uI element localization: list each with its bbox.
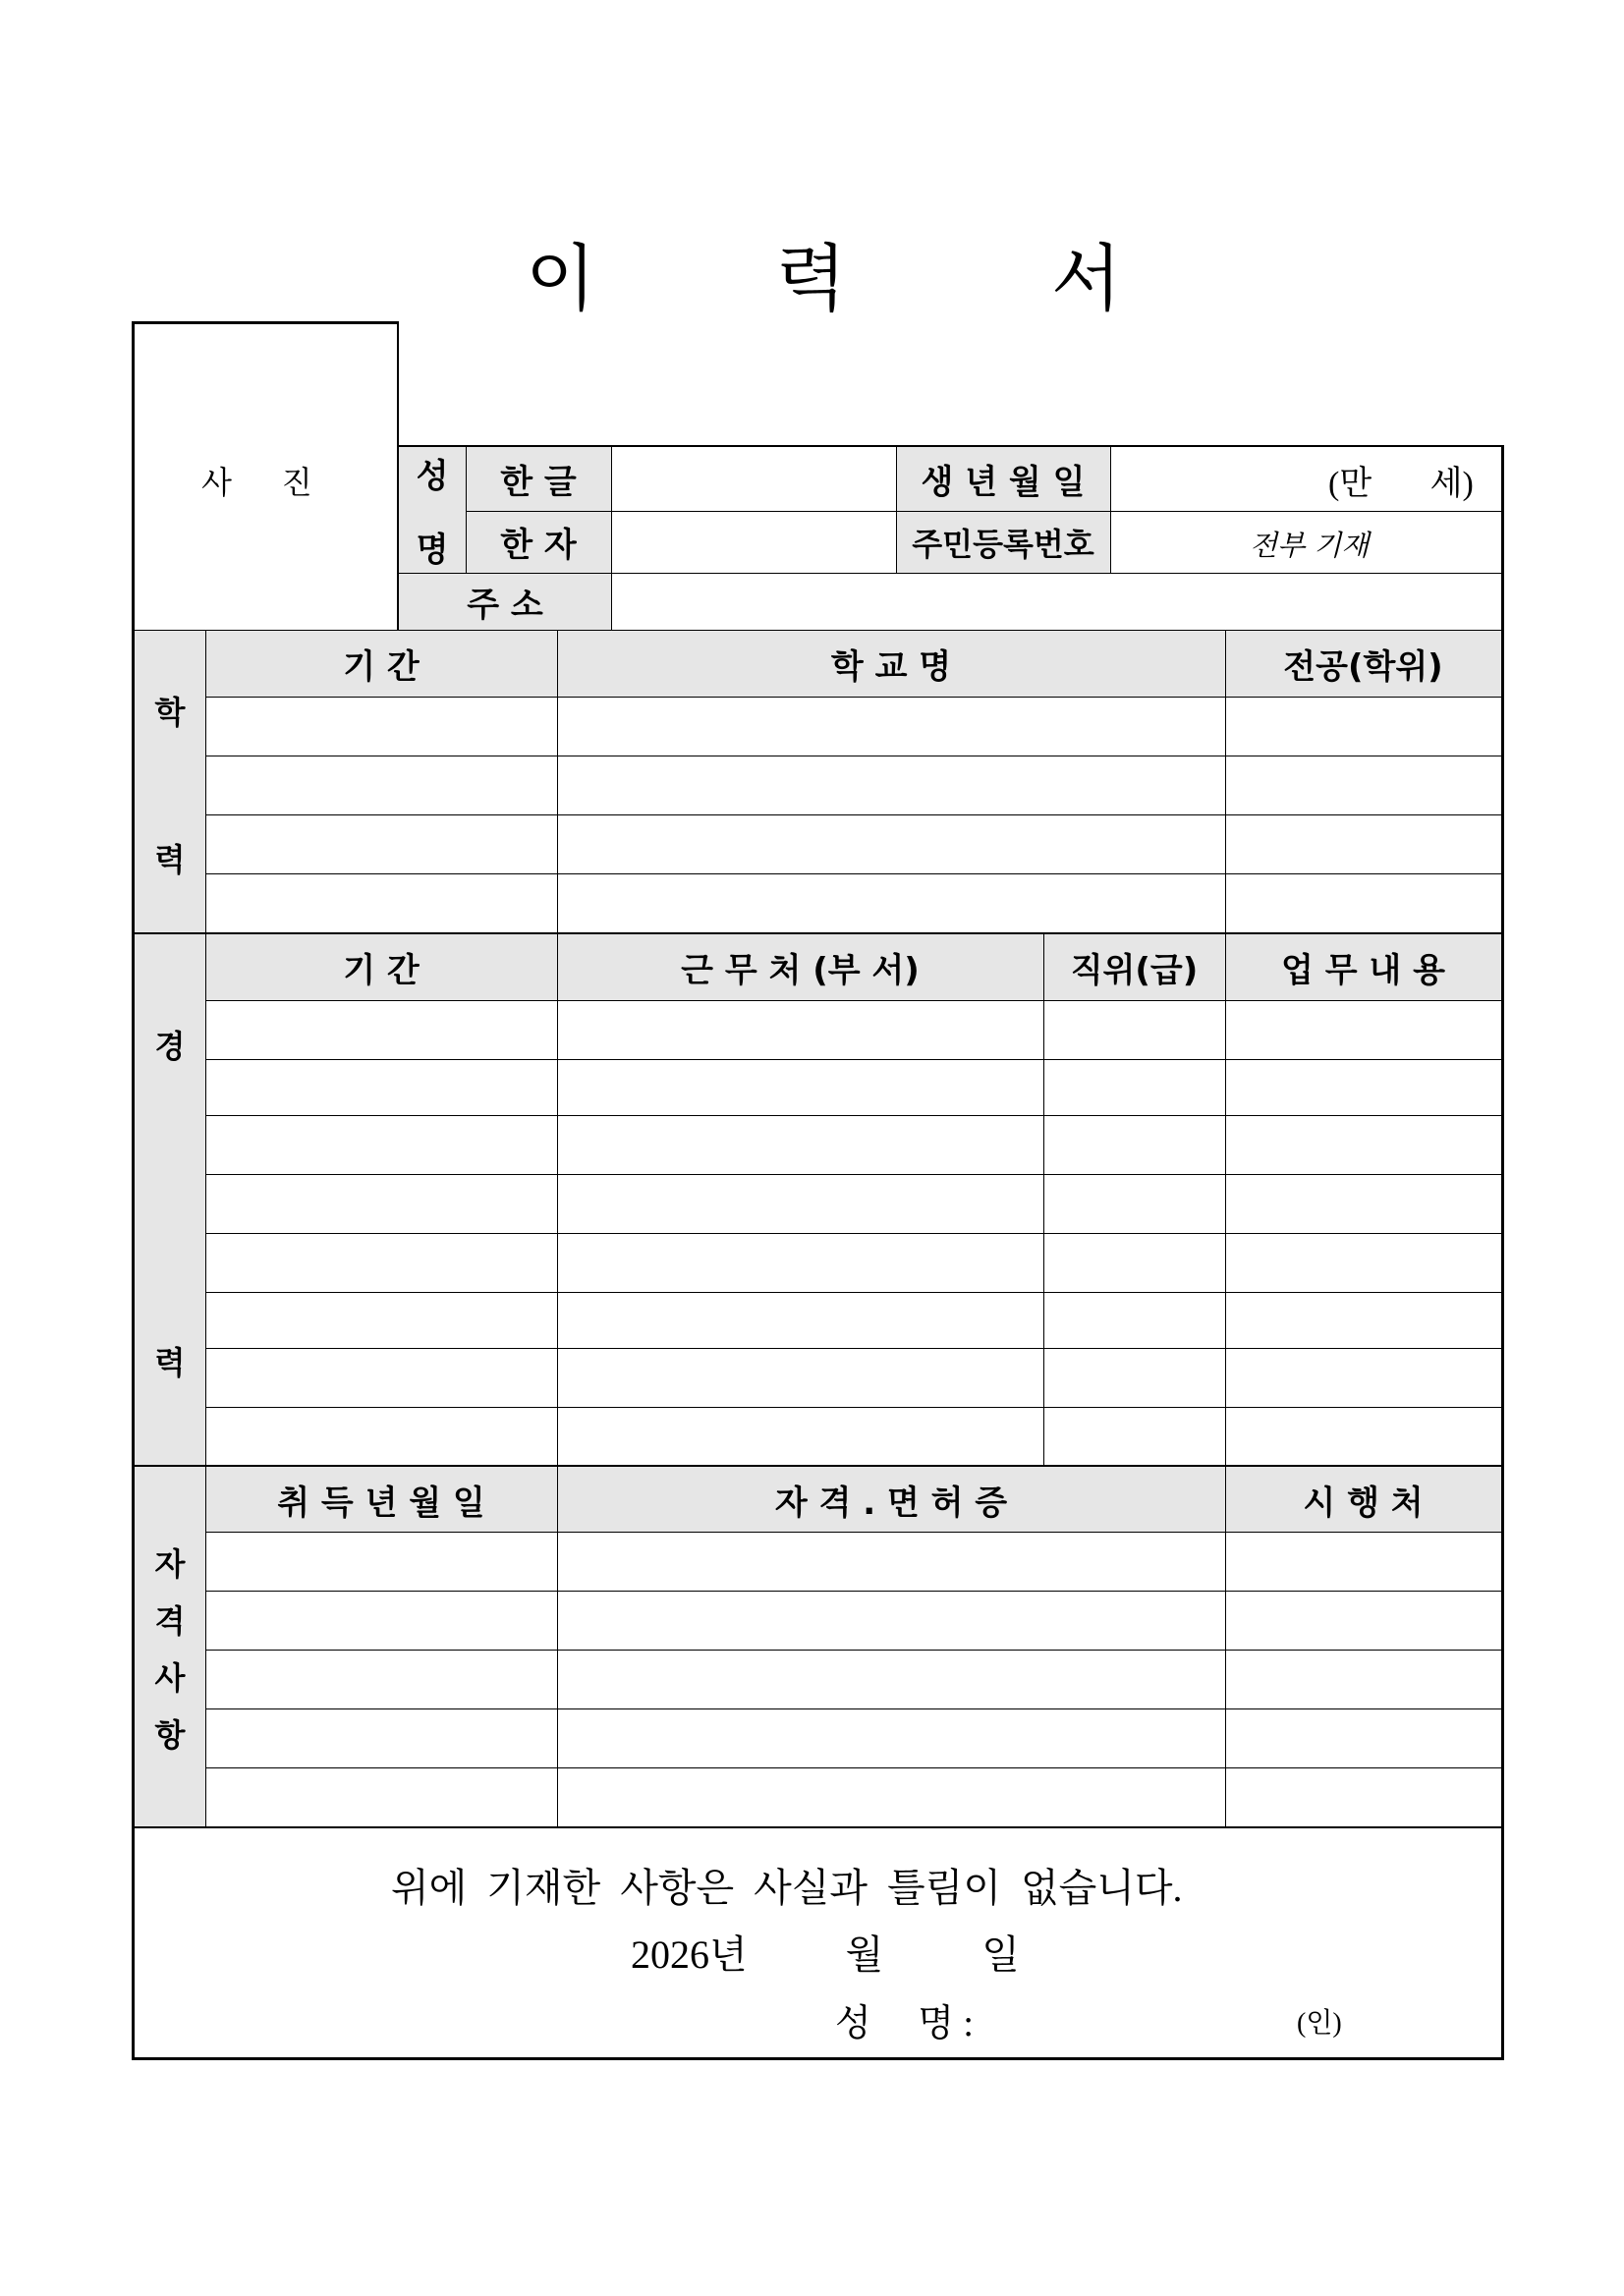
- name-korean-label: 한 글: [466, 447, 611, 511]
- license-header-date: 취 득 년 월 일: [205, 1467, 557, 1532]
- title-char-1: 이: [526, 237, 596, 321]
- career-header-period: 기 간: [205, 934, 557, 1000]
- title-char-3: 서: [1051, 237, 1122, 321]
- career-side-char-2: 력: [154, 1344, 186, 1381]
- birth-age-text: (만 세): [1328, 466, 1474, 502]
- signature-field[interactable]: [1022, 1987, 1297, 2036]
- name-hanja-label: 한 자: [466, 511, 611, 573]
- license-row-1[interactable]: [207, 1534, 1500, 1589]
- license-header-name: 자 격 . 면 허 증: [557, 1467, 1225, 1532]
- declaration-statement: 위에 기재한 사항은 사실과 틀림이 없습니다.: [391, 1866, 1183, 1910]
- rrn-note: 전부 기재: [1250, 529, 1370, 562]
- address-field[interactable]: [611, 573, 1501, 630]
- career-row-6[interactable]: [207, 1294, 1500, 1346]
- education-side-char-1: 학: [154, 694, 186, 731]
- photo-label: 사 진: [201, 464, 312, 501]
- birth-label: 생 년 월 일: [896, 447, 1110, 511]
- career-header-workplace: 근 무 처 (부 서): [557, 934, 1043, 1000]
- education-header-school: 학 교 명: [557, 631, 1225, 697]
- rrn-label: 주민등록번호: [896, 511, 1110, 573]
- education-row-1[interactable]: [207, 699, 555, 754]
- education-header-major: 전공(학위): [1225, 631, 1501, 697]
- career-side-label: [135, 934, 205, 1465]
- license-side-char-3: 사: [154, 1659, 186, 1697]
- career-side-char-1: 경: [154, 1028, 186, 1065]
- seal-mark: (인): [1297, 2008, 1342, 2039]
- career-row-4[interactable]: [207, 1176, 1500, 1231]
- declaration-date: 2026년 월 일: [631, 1932, 1020, 1977]
- career-header-duties: 업 무 내 용: [1225, 934, 1501, 1000]
- career-row-8[interactable]: [207, 1409, 1500, 1463]
- career-row-5[interactable]: [207, 1235, 1500, 1290]
- education-side-char-2: 력: [154, 841, 186, 878]
- license-side-char-4: 항: [154, 1716, 186, 1754]
- license-row-3[interactable]: [207, 1652, 1500, 1707]
- name-hanja-field[interactable]: [611, 511, 896, 573]
- name-korean-field[interactable]: [611, 447, 896, 511]
- education-row-3[interactable]: [207, 816, 555, 871]
- education-row-2[interactable]: [207, 757, 555, 812]
- license-header-issuer: 시 행 처: [1225, 1467, 1501, 1532]
- career-row-7[interactable]: [207, 1350, 1500, 1405]
- title-char-2: 력: [776, 237, 847, 321]
- license-row-2[interactable]: [207, 1593, 1500, 1648]
- signature-label: 성 명 :: [835, 2003, 974, 2044]
- license-side-char-1: 자: [154, 1545, 186, 1583]
- license-side-char-2: 격: [154, 1602, 186, 1640]
- career-row-1[interactable]: [207, 1002, 1500, 1057]
- education-row-4[interactable]: [207, 875, 555, 930]
- education-side-label: [135, 631, 205, 932]
- career-header-position: 직위(급): [1043, 934, 1225, 1000]
- career-row-2[interactable]: [207, 1061, 1500, 1113]
- license-row-4[interactable]: [207, 1710, 1500, 1765]
- license-row-5[interactable]: [207, 1769, 1500, 1824]
- career-row-3[interactable]: [207, 1117, 1500, 1172]
- education-header-period: 기 간: [205, 631, 557, 697]
- address-label: 주 소: [399, 573, 611, 630]
- name-side-label: 성 명: [399, 447, 466, 573]
- license-side-label: [135, 1467, 205, 1826]
